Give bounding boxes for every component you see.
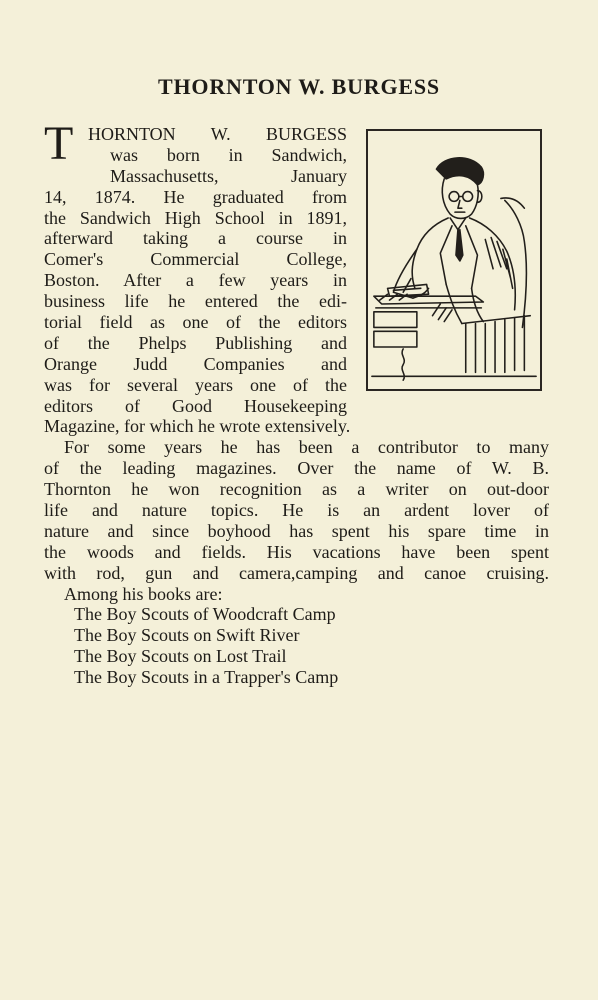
bio-line: afterward taking a course in	[44, 228, 347, 249]
bio-line: the woods and fields. His vacations have been spent	[44, 541, 549, 562]
bio-line: Boston. After a few years in	[44, 270, 347, 291]
book-title: The Boy Scouts on Swift River	[74, 625, 300, 646]
bio-line: was born in Sandwich,	[110, 144, 347, 165]
bio-line: of the leading magazines. Over the name of W. B.	[44, 458, 549, 479]
book-title: The Boy Scouts in a Trapper's Camp	[74, 667, 339, 688]
bio-line: Orange Judd Companies and	[44, 353, 347, 374]
bio-line: nature and since boyhood has spent his spare time in	[44, 520, 549, 541]
bio-line: Comer's Commercial College,	[44, 249, 347, 270]
drop-cap: T	[44, 117, 74, 170]
bio-line: Thornton he won recognition as a writer on out-door	[44, 479, 549, 500]
books-intro: Among his books are:	[64, 583, 223, 604]
bio-line: For some years he has been a contributor to many	[64, 437, 549, 458]
bio-line: the Sandwich High School in 1891,	[44, 207, 347, 228]
book-title: The Boy Scouts of Woodcraft Camp	[74, 604, 336, 625]
bio-line: torial field as one of the editors	[44, 312, 347, 333]
bio-line: of the Phelps Publishing and	[44, 332, 347, 353]
biography-text	[44, 117, 549, 688]
bio-line: was for several years one of the	[44, 374, 347, 395]
bio-line: with rod, gun and camera,camping and canoe cruising.	[44, 562, 549, 583]
bio-line: life and nature topics. He is an ardent lover of	[44, 500, 549, 521]
bio-line: 14, 1874. He graduated from	[44, 186, 347, 207]
bio-line: business life he entered the edi-	[44, 291, 347, 312]
bio-line: Magazine, for which he wrote extensively.	[44, 416, 351, 437]
page-title: THORNTON W. BURGESS	[158, 74, 440, 99]
bio-line: editors of Good Housekeeping	[44, 395, 347, 416]
book-title: The Boy Scouts on Lost Trail	[74, 646, 287, 667]
bio-line: Massachusetts, January	[110, 165, 347, 186]
bio-line: HORNTON W. BURGESS	[88, 124, 347, 144]
